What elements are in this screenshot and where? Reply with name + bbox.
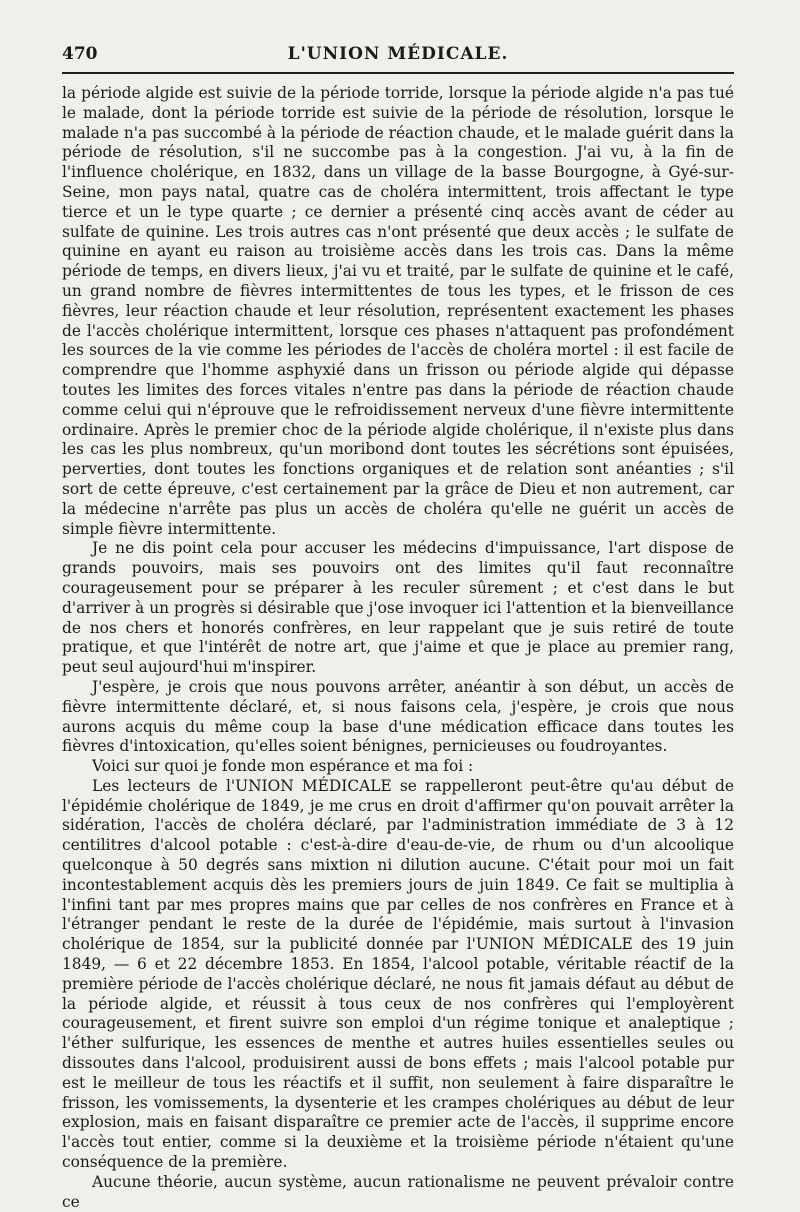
article-body <box>62 84 734 1212</box>
running-title: L'UNION MÉDICALE. <box>287 44 509 64</box>
header-rule <box>62 72 734 74</box>
page-header <box>62 44 734 70</box>
paragraph-6: Aucune théorie, aucun système, aucun rationalisme ne peuvent prévaloir contre ce <box>62 1172 734 1211</box>
paragraph-3: J'espère, je crois que nous pouvons arrêter, anéantir à son début, un accès de fièvre intermittente déclaré, et, si nous faisons cela, j'espère, je crois que nous aurons acquis du même coup la base d'une médication efficace dans toutes les fièvres d'intoxication, qu'elles soient bénignes, pernicieuses ou foudroyantes. <box>62 677 734 756</box>
paragraph-5: Les lecteurs de l'UNION MÉDICALE se rappelleront peut-être qu'au début de l'épidémie cholérique de 1849, je me crus en droit d'affirmer qu'on pouvait arrêter la sidération, l'accès de choléra déclaré, par l'administration immédiate de 3 à 12 centilitres d'alcool potable : c'est-à-dire d'eau-de-vie, de rhum ou d'un alcoolique quelconque à 50 degrés sans mixtion ni dilution aucune. C'était pour moi un fait incontestablement acquis dès les premiers jours de juin 1849. Ce fait se multiplia à l'infini tant par mes propres mains que par celles de nos confrères en France et à l'étranger pendant le reste de la durée de l'épidémie, mais surtout à l'invasion cholérique de 1854, sur la publicité donnée par l'UNION MÉDICALE des 19 juin 1849, — 6 et 22 décembre 1853. En 1854, l'alcool potable, véritable réactif de la première période de l'accès cholérique déclaré, ne nous fit jamais défaut au début de la période algide, et réussit à tous ceux de nos confrères qui l'employèrent courageusement, et firent suivre son emploi d'un régime tonique et analeptique ; l'éther sulfurique, les essences de menthe et autres huiles essentielles seules ou dissoutes dans l'alcool, produisirent aussi de bons effets ; mais l'alcool potable pur est le meilleur de tous les réactifs et il suffit, non seulement à faire disparaître le frisson, les vomissements, la dysenterie et les crampes cholériques au début de leur explosion, mais en faisant disparaître ce premier acte de l'accès, il supprime encore l'accès tout entier, comme si la deuxième et la troisième période n'étaient qu'une conséquence de la première. <box>62 776 734 1172</box>
paragraph-2: Je ne dis point cela pour accuser les médecins d'impuissance, l'art dispose de grands pouvoirs, mais ses pouvoirs ont des limites qu'il faut reconnaître courageusement pour se préparer à les reculer sûrement ; et c'est dans le but d'arriver à un progrès si désirable que j'ose invoquer ici l'attention et la bienveillance de nos chers et honorés confrères, en leur rappelant que je suis retiré de toute pratique, et que l'intérêt de notre art, que j'aime et que je place au premier rang, peut seul aujourd'hui m'inspirer. <box>62 539 734 677</box>
paragraph-1: la période algide est suivie de la période torride, lorsque la période algide n'a pas tué le malade, dont la période torride est suivie de la période de résolution, lorsque le malade n'a pas succombé à la période de réaction chaude, et le malade guérit dans la période de résolution, s'il ne succombe pas à la congestion. J'ai vu, à la fin de l'influence cholérique, en 1832, dans un village de la basse Bourgogne, à Gyé-sur-Seine, mon pays natal, quatre cas de choléra intermittent, trois affectant le type tierce et un le type quarte ; ce dernier a présenté cinq accès avant de céder au sulfate de quinine. Les trois autres cas n'ont présenté que deux accès ; le sulfate de quinine en ayant eu raison au troisième accès dans les trois cas. Dans la même période de temps, en divers lieux, j'ai vu et traité, par le sulfate de quinine et le café, un grand nombre de fièvres intermittentes de tous les types, et le frisson de ces fièvres, leur réaction chaude et leur résolution, représentent exactement les phases de l'accès cholérique intermittent, lorsque ces phases n'attaquent pas profondément les sources de la vie comme les périodes de l'accès de choléra mortel : il est facile de comprendre que l'homme asphyxié dans un frisson ou période algide qui dépasse toutes les limites des forces vitales n'entre pas dans la période de réaction chaude comme celui qui n'éprouve que le refroidissement nerveux d'une fièvre intermittente ordinaire. Après le premier choc de la période algide cholérique, il n'existe plus dans les cas les plus nombreux, qu'un moribond dont toutes les sécrétions sont épuisées, perverties, dont toutes les fonctions organiques et de relation sont anéanties ; s'il sort de cette épreuve, c'est certainement par la grâce de Dieu et non autrement, car la médecine n'arrête pas plus un accès de choléra qu'elle ne guérit un accès de simple fièvre intermittente. <box>62 84 734 538</box>
paragraph-4: Voici sur quoi je fonde mon espérance et ma foi : <box>92 757 474 776</box>
page-number: 470 <box>62 44 98 64</box>
